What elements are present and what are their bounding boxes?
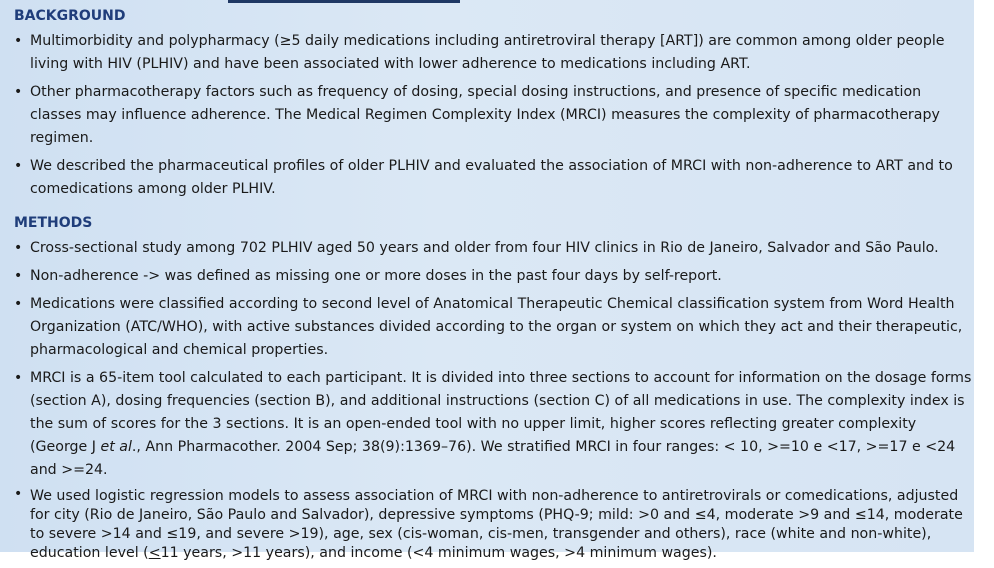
list-item-text	[30, 370, 971, 478]
list-item-text: Other pharmacotherapy factors such as frequency of dosing, special dosing instructions, and presence of specific medication classes may influence adherence. The Medical Regimen Complexity Index (MRCI) measures the complexity of pharmacotherapy regimen.	[30, 84, 940, 146]
bullet: •	[14, 240, 23, 256]
list-item-text	[30, 488, 963, 561]
background-list	[14, 30, 972, 201]
list-item-text: Medications were classified according to second level of Anatomical Therapeutic Chemical classification system from Word Health Organization (ATC/WHO), with active substances divided according to the organ or system on which they act and their therapeutic, pharmacological and chemical properties.	[30, 296, 963, 358]
mrci-italic-text: et al	[100, 439, 132, 455]
bullet: •	[14, 370, 23, 386]
document-body	[14, 8, 972, 568]
list-item	[14, 367, 972, 482]
underlined-symbol: <	[148, 545, 161, 561]
bullet: •	[14, 486, 23, 502]
list-item	[14, 487, 972, 563]
list-item-text: Non-adherence -> was defined as missing one or more doses in the past four days by self-report.	[30, 268, 722, 284]
list-item-text: Multimorbidity and polypharmacy (≥5 daily medications including antiretroviral therapy [ART]) are common among older people living with HIV (PLHIV) and have been associated with lower adherence to medications including ART.	[30, 33, 945, 72]
list-item-text: Cross-sectional study among 702 PLHIV aged 50 years and older from four HIV clinics in Rio de Janeiro, Salvador and São Paulo.	[30, 240, 939, 256]
bullet: •	[14, 84, 23, 100]
mrci-text-part: ., Ann Pharmacother. 2004 Sep; 38(9):1369–76). We stratified MRCI in four ranges: < 10, >=10 e <17, >=17 e <24 and >=24.	[30, 439, 956, 478]
regression-text-part: 11 years, >11 years), and income (<4 minimum wages, >4 minimum wages).	[160, 545, 717, 561]
list-item	[14, 265, 972, 288]
list-item-text: We described the pharmaceutical profiles of older PLHIV and evaluated the association of MRCI with non-adherence to ART and to comedications among older PLHIV.	[30, 158, 953, 197]
mrci-text-part: MRCI is a 65-item tool calculated to each participant. It is divided into three sections to account for information on the dosage forms (section A), dosing frequencies (section B), and additional instructions (section C) of all medications in use. The complexity index is the sum of scores for the 3 sections. It is an open-ended tool with no upper limit, higher scores reflecting greater complexity (George J	[30, 370, 972, 455]
list-item	[14, 237, 972, 260]
methods-list	[14, 237, 972, 563]
list-item	[14, 30, 972, 76]
bullet: •	[14, 33, 23, 49]
regression-text-part: We used logistic regression models to assess association of MRCI with non-adherence to antiretrovirals or comedications, adjusted for city (Rio de Janeiro, São Paulo and Salvador), depressive symptoms (PHQ-9; mild: >0 and ≤4, moderate >9 and ≤14, moderate to severe >14 and ≤19, and severe >19), age, sex (cis-woman, cis-men, transgender and others), race (white and non-white), education level (	[30, 488, 963, 561]
bullet: •	[14, 268, 23, 284]
list-item	[14, 155, 972, 201]
bullet: •	[14, 296, 23, 312]
top-accent-bar	[228, 0, 460, 3]
methods-heading: METHODS	[14, 215, 93, 231]
background-heading: BACKGROUND	[14, 8, 126, 24]
list-item	[14, 293, 972, 362]
bullet: •	[14, 158, 23, 174]
list-item	[14, 81, 972, 150]
